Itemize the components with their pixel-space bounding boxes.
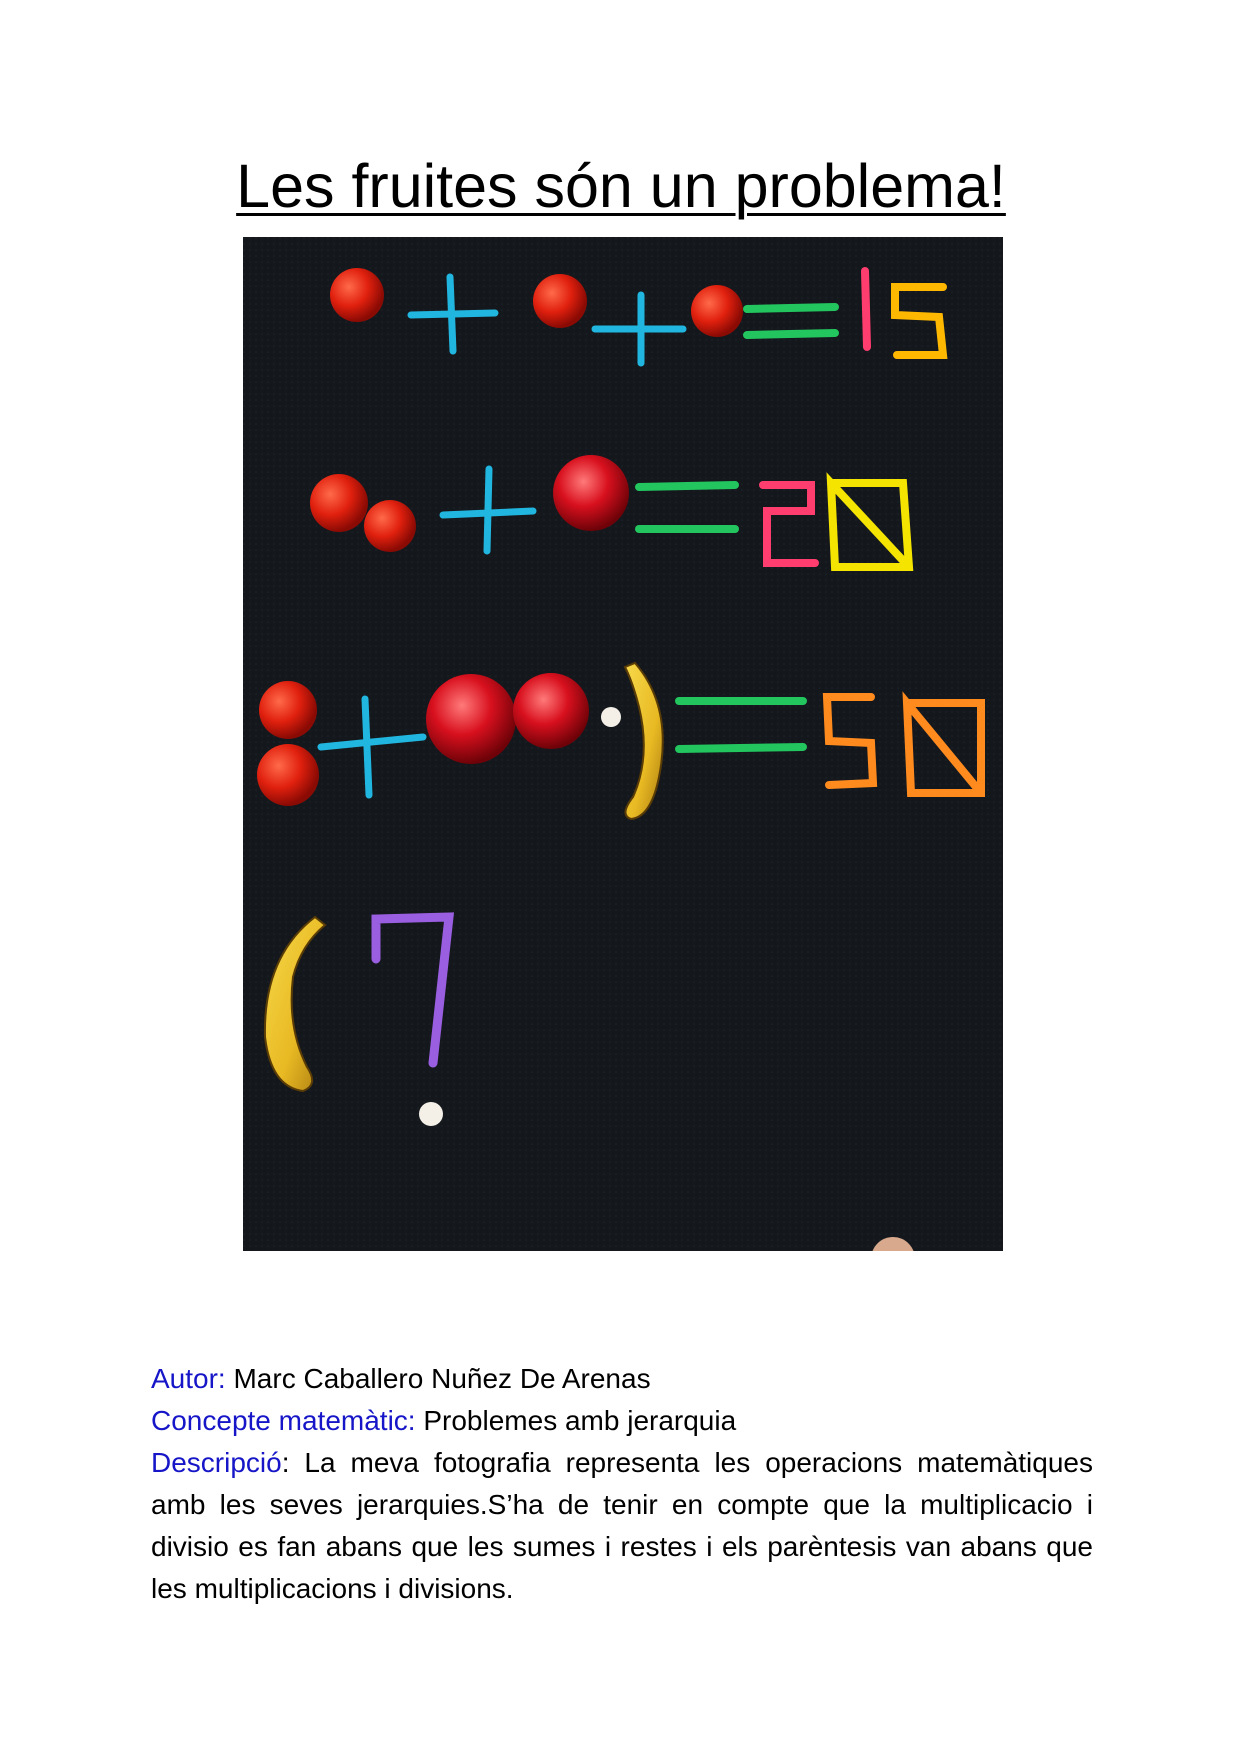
tomato-icon [364, 500, 416, 552]
fruit-equations-photo [243, 237, 1003, 1251]
description-value: : La meva fotografia representa les operacions matemàtiques amb les seves jerarquies.S’ha de tenir en compte que la multiplicacio i divisio es fan abans que les sumes i restes i els parèntesis van abans que les multiplicacions i divisions. [151, 1447, 1093, 1604]
tomato-icon [691, 285, 743, 337]
tomato-icon [257, 744, 319, 806]
description-paragraph [151, 1442, 1093, 1610]
question-mark-dot-icon [419, 1102, 443, 1126]
author-line [151, 1358, 1093, 1400]
project-info [151, 1358, 1093, 1610]
author-label: Autor: [151, 1363, 226, 1394]
concept-label: Concepte matemàtic: [151, 1405, 416, 1436]
tomato-icon [310, 474, 368, 532]
concept-value: Problemes amb jerarquia [415, 1405, 737, 1436]
description-label: Descripció [151, 1447, 282, 1478]
apple-icon [426, 674, 516, 764]
apple-icon [513, 673, 589, 749]
tomato-icon [330, 268, 384, 322]
multiplication-dot-icon [601, 707, 621, 727]
tomato-icon [533, 274, 587, 328]
page-title: Les fruites són un problema! [236, 152, 1006, 220]
tomato-icon [259, 681, 317, 739]
concept-line [151, 1400, 1093, 1442]
author-value: Marc Caballero Nuñez De Arenas [225, 1363, 651, 1394]
apple-icon [553, 455, 629, 531]
